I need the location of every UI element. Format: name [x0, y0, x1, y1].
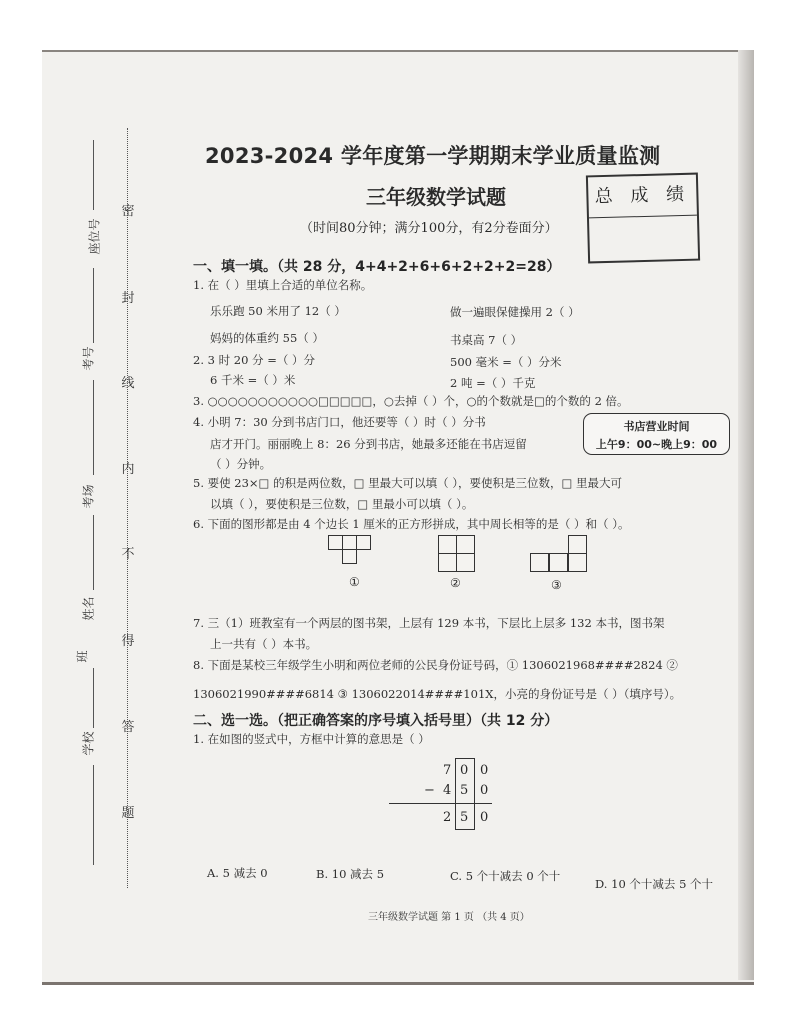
option-d: D. 10 个十减去 5 个十	[595, 877, 714, 891]
q5-line: 以填（ ），要使积是三位数，□ 里最小可以填（ ）。	[210, 497, 474, 511]
name-fill-line	[93, 515, 95, 590]
option-c: C. 5 个十减去 0 个十	[450, 869, 561, 883]
q1-item: 做一遍眼保健操用 2（ ）	[450, 305, 580, 319]
page-footer: 三年级数学试题 第 1 页 （共 4 页）	[368, 912, 530, 923]
q2-item: 500 毫米 =（ ）分米	[450, 355, 562, 369]
binding-line	[127, 128, 129, 888]
seat-fill-line	[93, 140, 95, 210]
time-info: （时间80分钟；满分100分，有2分卷面分）	[300, 221, 558, 236]
s2-q1-stem: 1. 在如图的竖式中，方框中计算的意思是（ ）	[193, 732, 430, 746]
exam-number-fill-line	[93, 268, 95, 343]
q3-text: 3. ○○○○○○○○○○○□□□□□，○去掉（ ）个，○的个数就是□的个数的 2 倍。	[193, 394, 629, 408]
q4-line: 4. 小明 7：30 分到书店门口，他还要等（ ）时（ ）分书	[193, 415, 486, 429]
q4-line: 店才开门。丽丽晚上 8：26 分到书店，她最多还能在书店逗留	[210, 437, 527, 451]
total-score-box	[586, 173, 700, 264]
binding-char: 答	[121, 720, 135, 735]
figure-2-label: ②	[450, 576, 461, 590]
calc-digit: 4	[443, 783, 452, 798]
q6-stem: 6. 下面的图形都是由 4 个边长 1 厘米的正方形拼成，其中周长相等的是（ ）和（ ）。	[193, 517, 630, 531]
calc-digit: 0	[460, 763, 469, 778]
q1-stem: 1. 在（ ）里填上合适的单位名称。	[193, 278, 373, 292]
binding-char: 得	[121, 634, 135, 649]
class-label: 班	[75, 650, 90, 663]
binding-char: 线	[121, 376, 135, 391]
school-label: 学校	[81, 731, 96, 756]
exam-subtitle: 三年级数学试题	[366, 185, 506, 209]
q1-item: 乐乐跑 50 米用了 12（ ）	[210, 304, 346, 318]
q2-item: 2 吨 =（ ）千克	[450, 376, 536, 390]
calc-rule	[389, 803, 492, 804]
figure-3-label: ③	[551, 578, 562, 592]
total-score-label: 总 成 绩	[588, 175, 697, 219]
store-hours-box	[583, 413, 730, 455]
option-b: B. 10 减去 5	[316, 867, 385, 881]
calc-operator: −	[424, 783, 435, 798]
page-edge-shadow	[738, 50, 754, 980]
q8-line: 1306021990####6814 ③ 1306022014####101X，小亮的身份证号是（ ）（填序号）。	[193, 687, 682, 701]
school-fill-line	[93, 765, 95, 865]
seat-label: 座位号	[87, 218, 102, 255]
q7-line: 7. 三（1）班教室有一个两层的图书架，上层有 129 本书，下层比上层多 132 本书，图书架	[193, 616, 665, 630]
store-hours-value: 上午9：00~晚上9：00	[595, 438, 718, 451]
q8-line: 8. 下面是某校三年级学生小明和两位老师的公民身份证号码，① 1306021968####2824 ②	[193, 658, 678, 672]
q5-line: 5. 要使 23×□ 的积是两位数，□ 里最大可以填（ ），要使积是三位数，□ 里最大可	[193, 476, 623, 490]
calc-digit: 0	[480, 763, 489, 778]
exam-number-label: 考号	[81, 346, 96, 371]
calc-digit: 7	[443, 763, 452, 778]
q7-line: 上一共有（ ）本书。	[210, 637, 318, 651]
calc-digit: 0	[480, 810, 489, 825]
store-hours-title: 书店营业时间	[623, 420, 690, 433]
exam-room-fill-line	[93, 380, 95, 475]
section2-heading: 二、选一选。（把正确答案的序号填入括号里）（共 12 分）	[193, 713, 559, 729]
section1-heading: 一、填一填。（共 28 分，4+4+2+6+6+2+2+2=28）	[193, 259, 561, 275]
binding-char: 题	[121, 806, 135, 821]
q1-item: 书桌高 7（ ）	[450, 333, 523, 347]
calc-digit: 5	[460, 783, 469, 798]
binding-char: 不	[121, 547, 135, 562]
calc-digit: 2	[443, 810, 452, 825]
binding-char: 封	[121, 291, 135, 306]
binding-char: 密	[121, 204, 135, 219]
q4-line: （ ）分钟。	[210, 457, 272, 471]
binding-char: 内	[121, 462, 135, 477]
q2-item: 6 千米 =（ ）米	[210, 373, 296, 387]
class-fill-line	[93, 668, 95, 728]
calc-digit: 0	[480, 783, 489, 798]
exam-title: 2023-2024 学年度第一学期期末学业质量监测	[205, 144, 661, 168]
q2-item: 2. 3 时 20 分 =（ ）分	[193, 353, 315, 367]
exam-room-label: 考场	[81, 484, 96, 509]
name-label: 姓名	[81, 596, 96, 621]
option-a: A. 5 减去 0	[207, 866, 268, 880]
calc-digit: 5	[460, 810, 469, 825]
q1-item: 妈妈的体重约 55（ ）	[210, 331, 324, 345]
figure-1-label: ①	[349, 575, 360, 589]
